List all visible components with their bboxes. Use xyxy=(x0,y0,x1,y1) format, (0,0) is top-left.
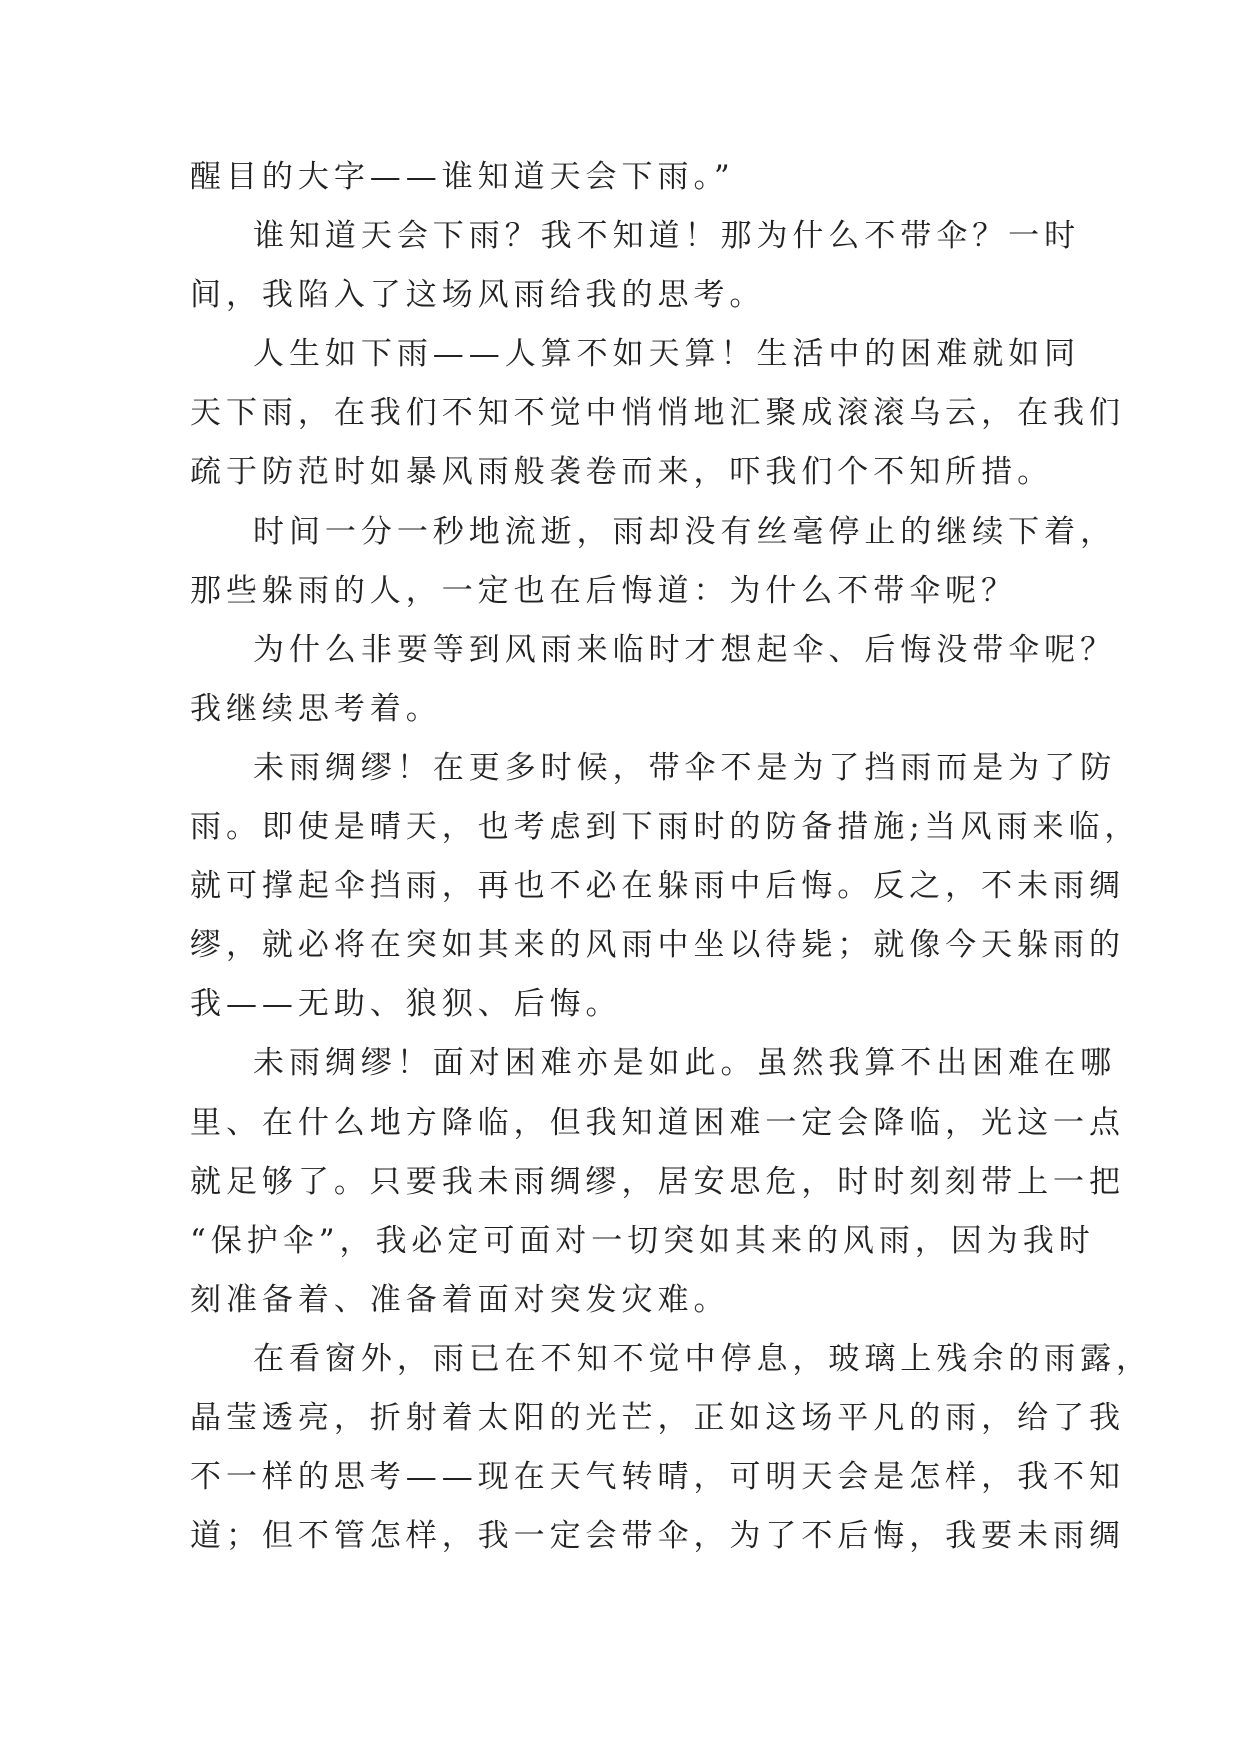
text-line: 道；但不管怎样，我一定会带伞，为了不后悔，我要未雨绸 xyxy=(190,1518,1125,1555)
text-line: 为什么非要等到风雨来临时才想起伞、后悔没带伞呢？ xyxy=(253,631,1117,668)
text-line: 就足够了。只要我未雨绸缪，居安思危，时时刻刻带上一把 xyxy=(190,1163,1125,1200)
text-line: 就可撑起伞挡雨，再也不必在躲雨中后悔。反之，不未雨绸 xyxy=(190,868,1125,905)
text-line: 里、在什么地方降临，但我知道困难一定会降临，光这一点 xyxy=(190,1104,1125,1141)
text-line: 刻准备着、准备着面对突发灾难。 xyxy=(190,1281,730,1318)
text-line: “保护伞”，我必定可面对一切突如其来的风雨，因为我时 xyxy=(190,1222,1095,1259)
text-line: 那些躲雨的人，一定也在后悔道：为什么不带伞呢？ xyxy=(190,572,1018,609)
text-line: 时间一分一秒地流逝，雨却没有丝毫停止的继续下着， xyxy=(253,513,1117,550)
text-line: 谁知道天会下雨？我不知道！那为什么不带伞？一时 xyxy=(253,218,1081,255)
text-line: 不一样的思考——现在天气转晴，可明天会是怎样，我不知 xyxy=(190,1459,1125,1496)
essay-body xyxy=(190,148,1152,1566)
text-line: 间，我陷入了这场风雨给我的思考。 xyxy=(190,277,766,314)
text-line: 缪，就必将在突如其来的风雨中坐以待毙；就像今天躲雨的 xyxy=(190,927,1125,964)
text-line: 未雨绸缪！面对困难亦是如此。虽然我算不出困难在哪 xyxy=(253,1045,1117,1082)
text-line: 人生如下雨——人算不如天算！生活中的困难就如同 xyxy=(253,336,1081,373)
text-line: 在看窗外，雨已在不知不觉中停息，玻璃上残余的雨露， xyxy=(253,1340,1152,1377)
text-line: 我继续思考着。 xyxy=(190,690,442,727)
text-line: 我——无助、狼狈、后悔。 xyxy=(190,986,622,1023)
text-line: 雨。即使是晴天，也考虑到下雨时的防备措施;当风雨来临， xyxy=(190,809,1141,846)
text-line: 未雨绸缪！在更多时候，带伞不是为了挡雨而是为了防 xyxy=(253,749,1117,786)
text-line: 天下雨，在我们不知不觉中悄悄地汇聚成滚滚乌云，在我们 xyxy=(190,395,1125,432)
text-line: 疏于防范时如暴风雨般袭卷而来，吓我们个不知所措。 xyxy=(190,454,1054,491)
text-line: 晶莹透亮，折射着太阳的光芒，正如这场平凡的雨，给了我 xyxy=(190,1399,1125,1436)
text-line: 醒目的大字——谁知道天会下雨。” xyxy=(190,159,735,195)
